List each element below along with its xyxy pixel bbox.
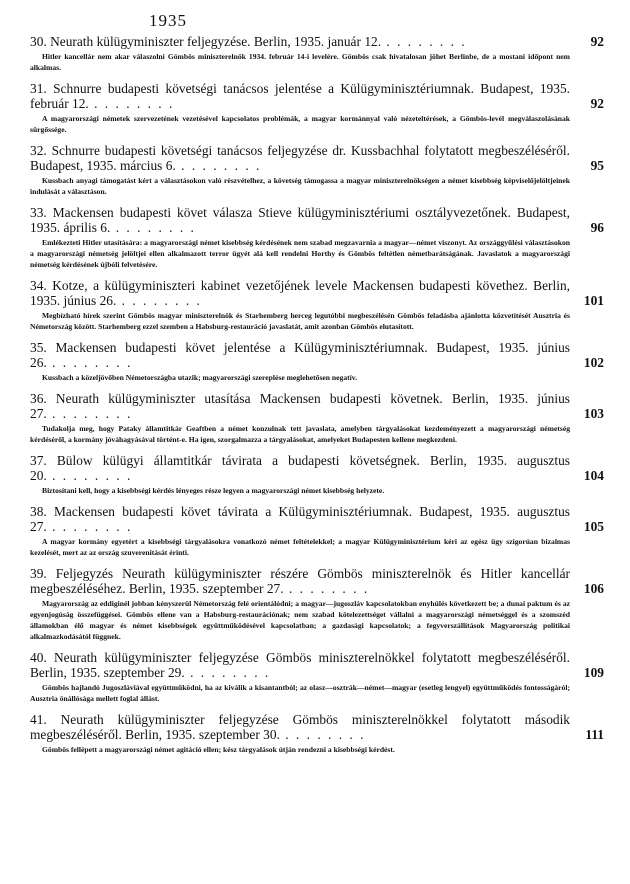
toc-entry-heading	[30, 34, 604, 50]
toc-entry-page-number: 104	[583, 468, 604, 483]
toc-entry-heading	[30, 205, 604, 236]
toc-entry-heading	[30, 650, 604, 681]
toc-entry-summary: Biztosítani kell, hogy a kisebbségi kérdés lényeges része legyen a magyarországi német kisebbség helyzete.	[42, 485, 385, 495]
toc-entry-number: 36.	[30, 390, 47, 406]
toc-entry	[30, 566, 604, 642]
toc-entry-title-end: 27. . . . . . . . .	[30, 406, 133, 421]
toc-entry-title-end: 12. . . . . . . . .	[72, 96, 175, 111]
toc-entry-page-number: 92	[590, 34, 604, 49]
toc-entry	[30, 453, 604, 496]
toc-entry-title: Neurath külügyminiszter feljegyzése Gömbös miniszterelnökkel folytatott megbeszéléséről. Berlin, 1935. szeptember	[30, 649, 570, 680]
toc-entry-title: Schnurre budapesti követségi tanácsos jelentése a Külügyminisztériumnak. Budapest, 1935. február	[30, 80, 570, 111]
toc-entry-number: 30.	[30, 34, 47, 49]
toc-entry-title: Kotze, a külügyminiszteri kabinet vezetőjének levele Mackensen budapesti követhez. Berlin, 1935. június	[30, 277, 570, 308]
toc-entry	[30, 81, 604, 135]
toc-entry-heading	[30, 278, 604, 309]
toc-entry-summary: Gömbös hajlandó Jugoszláviával együttműködni, ha az kiválik a kisantantból; az olasz—osztrák—német—magyar (esetleg lengyel) együttműködés fontosságáról; Ausztria önállósága mellett foglal állást.	[30, 682, 570, 703]
toc-entry-title-end: 27. . . . . . . . .	[30, 519, 133, 534]
toc-entry-summary: Emlékezteti Hitler utasítására: a magyarországi német kisebbség kérdésének nem szabad megzavarnia a magyar—német viszonyt. Az országgyűlési választásokon a magyarországi németség jelöltjei ellen alkalmazott terror ügyét alá kell rendelni Horthy és Gömbös feltétlen németbarátságának. Javaslatok a magyarországi németség kérdésének újbóli felvetésére.	[30, 237, 570, 269]
dot-leader: . . . . . . . .	[175, 158, 262, 173]
toc-entry-heading	[30, 143, 604, 174]
toc-entry-number: 38.	[30, 503, 47, 519]
toc-entry-title-end: 30. . . . . . . . .	[263, 727, 366, 742]
dot-leader: . . . . . . . .	[116, 293, 202, 308]
toc-entry-title: Schnurre budapesti követségi tanácsos feljegyzése dr. Kussbachhal folytatott megbeszéléséről. Budapest, 1935. március	[30, 142, 570, 173]
toc-entry-page-number: 102	[583, 355, 604, 370]
toc-entry-summary: Gömbös fellépett a magyarországi német agitáció ellen; kész tárgyalások útján rendezni a kisebbségi kérdést.	[42, 744, 395, 754]
toc-entry-heading	[30, 566, 604, 597]
toc-entry-title-end: 29. . . . . . . . .	[167, 665, 271, 680]
toc-entry-title-end: 6. . . . . . . . .	[100, 220, 196, 235]
toc-entry-title: Mackensen budapesti követ jelentése a Külügyminisztériumnak. Budapest, 1935. június	[46, 339, 570, 355]
toc-entry-page-number: 96	[590, 220, 604, 235]
toc-entry-summary: Kussbach a közeljövőben Németországba utazik; magyarországi szereplése meglehetősen negatív.	[42, 372, 358, 382]
dot-leader: . . . . . . . .	[381, 34, 467, 49]
toc-entry-title-end: 26. . . . . . . . .	[99, 293, 202, 308]
toc-entry-page-number: 103	[583, 406, 604, 421]
toc-entry-summary: Hitler kancellár nem akar válaszolni Gömbös miniszterelnök 1934. február 14-i levelére. Gömbös csak hivatalosan jöhet Berlinbe, de a mostani időpont nem alkalmas.	[30, 51, 570, 72]
toc-entry-title: Neurath külügyminiszter feljegyzése. Berlin, 1935. január	[46, 34, 365, 49]
toc-entry	[30, 205, 604, 270]
toc-entry-page-number: 106	[583, 581, 604, 596]
dot-leader: . . . . . . . .	[46, 468, 133, 483]
toc-entry-heading	[30, 81, 604, 112]
toc-entry-title-end: 27. . . . . . . . .	[266, 581, 370, 596]
dot-leader: . . . . . . . .	[184, 665, 271, 680]
toc-entry	[30, 278, 604, 332]
toc-entry-page-number: 101	[583, 293, 604, 308]
toc-entry-number: 41.	[30, 711, 47, 727]
dot-leader: . . . . . . . .	[283, 581, 370, 596]
toc-entry-number: 31.	[30, 80, 47, 96]
toc-entry-title-end: 12. . . . . . . . .	[364, 34, 467, 49]
toc-entry	[30, 391, 604, 445]
toc-entry	[30, 340, 604, 383]
toc-entry-page-number: 92	[590, 96, 604, 111]
toc-entry-heading	[30, 712, 604, 743]
toc-entry-number: 32.	[30, 142, 47, 158]
toc-entry-heading	[30, 504, 604, 535]
dot-leader: . . . . . . . .	[46, 519, 133, 534]
toc-entry-title: Mackensen budapesti követ válasza Stieve külügyminisztériumi osztályvezetőnek. Budapest, 1935. április	[30, 204, 570, 235]
toc-entry	[30, 143, 604, 197]
toc-entry-title: Bülow külügyi államtitkár távirata a budapesti követségnek. Berlin, 1935. augusztus	[46, 452, 570, 468]
toc-entry	[30, 650, 604, 704]
dot-leader: . . . . . . . .	[279, 727, 366, 742]
toc-entry-page-number: 105	[583, 519, 604, 534]
toc-entry-summary: A magyarországi németek szervezetének vezetésével kapcsolatos problémák, a magyar kormánnyal való nézeteltérések, a Gömbös-levél megválaszolásának sürgőssége.	[30, 113, 570, 134]
toc-entry	[30, 504, 604, 558]
toc-entry-title: Mackensen budapesti követ távirata a Külügyminisztériumnak. Budapest, 1935. augusztus	[46, 503, 570, 519]
dot-leader: . . . . . . . .	[110, 220, 196, 235]
dot-leader: . . . . . . . .	[88, 96, 175, 111]
toc-entry-page-number: 109	[583, 665, 604, 680]
toc-entry-title: Feljegyzés Neurath külügyminiszter részére Gömbös miniszterelnök és Hitler kancellár megbeszéléséhez. Berlin, 1935. szeptember	[30, 565, 570, 596]
toc-entry-heading	[30, 391, 604, 422]
toc-entry	[30, 34, 604, 73]
toc-entry-list	[30, 34, 604, 755]
toc-entry-title-end: 6. . . . . . . . .	[165, 158, 262, 173]
toc-entry-summary: Kussbach anyagi támogatást kért a választásokon való részvételhez, a követség támogassa a magyar miniszterelnökségen a német kisebbség képviselőjelöltjeinek indulását a választáson.	[30, 175, 570, 196]
toc-entry-title-end: 20. . . . . . . . .	[30, 468, 133, 483]
toc-entry-summary: Megbízható hírek szerint Gömbös magyar miniszterelnök és Starhemberg herceg legutóbbi megbeszélésén Gömbös feladásba ajánlotta közvetítését Ausztria és Németország között. Starhemberg ezzel szemben a Habsburg-restauráció javaslatát, amit azonban Gömbös elutasított.	[30, 310, 570, 331]
toc-entry-heading	[30, 453, 604, 484]
page-header-year: 1935	[149, 11, 187, 30]
dot-leader: . . . . . . . .	[46, 355, 133, 370]
toc-entry-page-number: 95	[590, 158, 604, 173]
toc-entry-summary: Magyarország az eddiginél jobban kényszerül Németország felé orientálódni; a magyar—jugoszláv kapcsolatokban enyhülés következett be; a dunai paktum és az egyenjogúság összefüggései. Gömbös ellene van a Habsburg-restaurációnak; nem szabad kötelezettséget vállalni a magyarországi németséggel és a szomszéd államokban élő magyar és német kisebbségek együttműködésével kapcsolatban; a gazdasági kapcsolatok; a fegyverszállítások Magyarország politikai alkalmazkodásától függnek.	[30, 598, 570, 641]
toc-entry-number: 34.	[30, 277, 47, 293]
dot-leader: . . . . . . . .	[46, 406, 133, 421]
toc-entry-number: 40.	[30, 649, 47, 665]
toc-entry	[30, 712, 604, 755]
toc-entry-summary: Tudakolja meg, hogy Pataky államtitkár Geaftben a német konzulnak tett javaslata, amelyben tárgyalásokat kezdeményezett a magyarországi németség kérdéséről, a kormány jóváhagyásával történt-e. Ha igen, szorgalmazza a tárgyalásokat, amelyeket Budapesten kellene megkezdeni.	[30, 423, 570, 444]
toc-entry-page-number: 111	[585, 727, 604, 742]
toc-entry-summary: A magyar kormány egyetért a kisebbségi tárgyalásokra vonatkozó német feltételekkel; a magyar Külügyminisztérium kéri az egész ügy szigorúan bizalmas kezelését, mert az az ország szuverenitását érinti.	[30, 536, 570, 557]
toc-entry-number: 33.	[30, 204, 47, 220]
toc-entry-heading	[30, 340, 604, 371]
toc-entry-title: Neurath külügyminiszter feljegyzése Gömbös miniszterelnökkel folytatott második megbeszéléséről. Berlin, 1935. szeptember	[30, 711, 570, 742]
toc-entry-number: 35.	[30, 339, 47, 355]
toc-entry-number: 37.	[30, 452, 47, 468]
toc-entry-title: Neurath külügyminiszter utasítása Mackensen budapesti követnek. Berlin, 1935. június	[46, 390, 570, 406]
toc-entry-number: 39.	[30, 565, 47, 581]
toc-entry-title-end: 26. . . . . . . . .	[30, 355, 133, 370]
